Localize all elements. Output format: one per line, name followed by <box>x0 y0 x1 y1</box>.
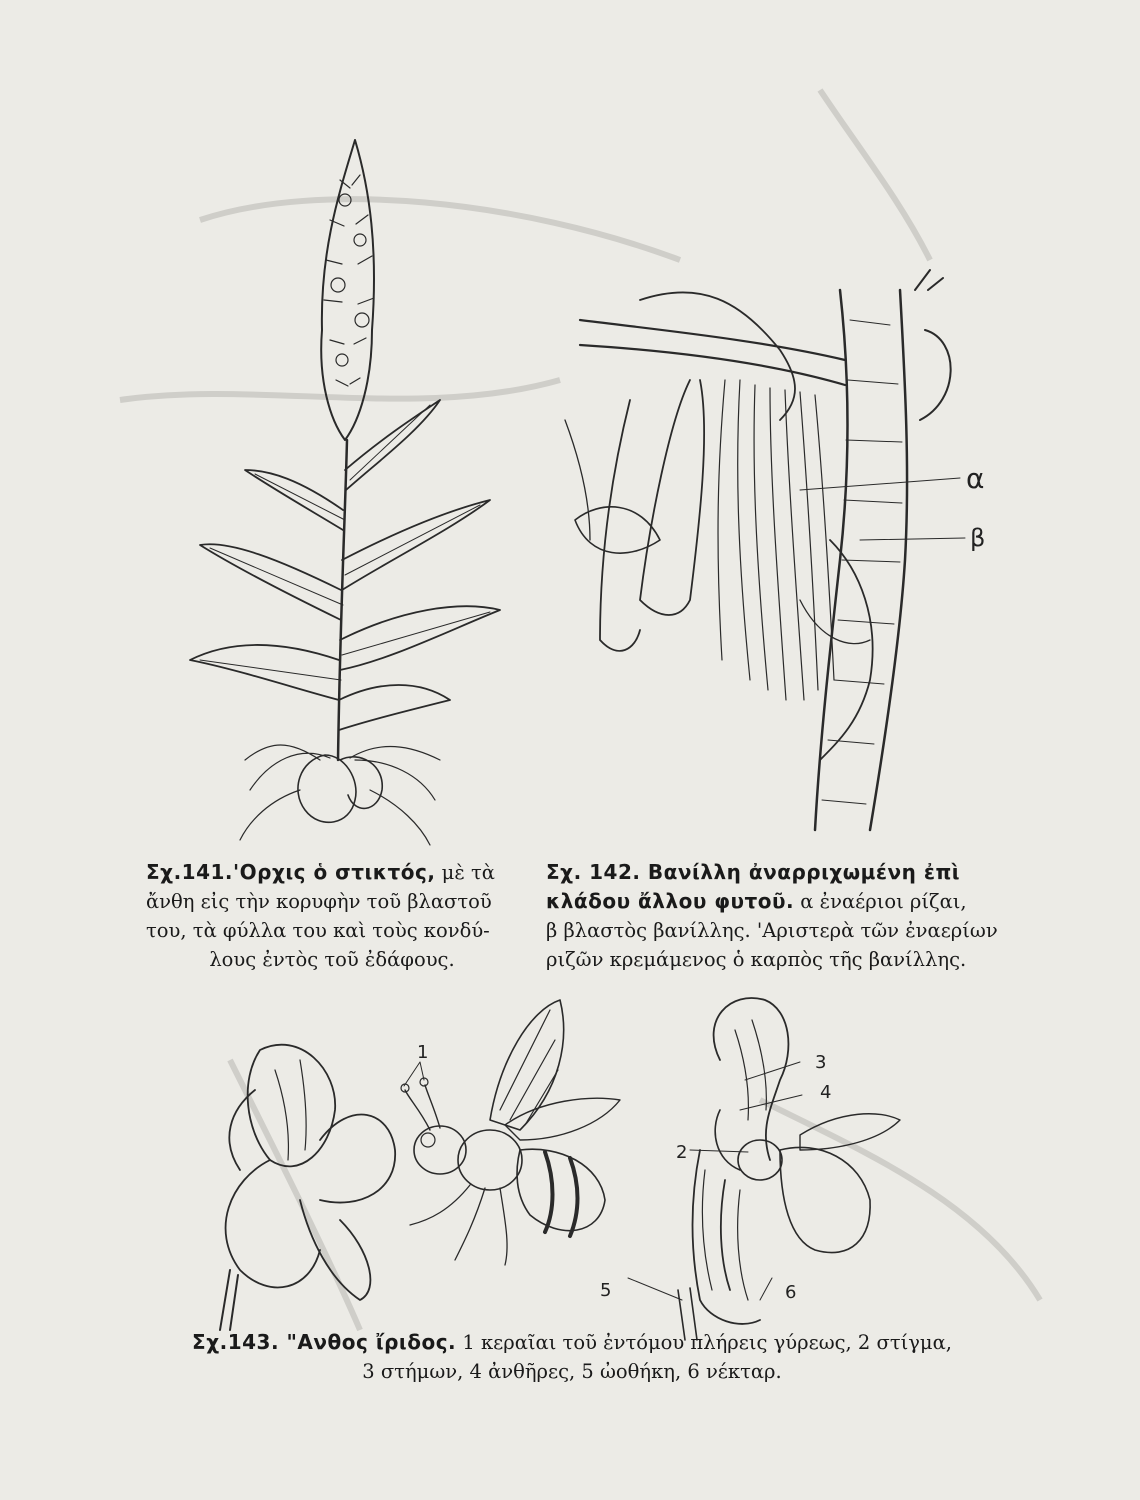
bee-drawing <box>401 1000 620 1265</box>
iris-label-1: 1 <box>417 1042 429 1063</box>
orchid-plant-drawing <box>190 140 500 845</box>
figure-141-caption-line-4: λους ἐντὸς τοῦ ἐδάφους. <box>209 948 455 971</box>
figure-141-caption-line-2: ἄνθη εἰς τὴν κορυφὴν τοῦ βλαστοῦ <box>146 890 492 913</box>
iris-label-6: 6 <box>785 1282 797 1303</box>
bleed-through-background <box>120 90 1040 1330</box>
figure-143-caption-line-2: 3 στήμων, 4 ἀνθῆρες, 5 ὠοθήκη, 6 νέκταρ. <box>362 1360 782 1383</box>
vanilla-label-b: β <box>970 524 986 552</box>
figure-142-caption-tail: α ἐναέριοι ρίζαι, <box>800 890 967 913</box>
figure-141-caption-head: Σχ.141.'Ορχις ὁ στικτός, <box>146 860 436 884</box>
vanilla-label-a: α <box>966 462 985 495</box>
figure-142-caption-head-2: κλάδου ἄλλου φυτοῦ. <box>546 889 795 913</box>
figure-141-caption-line-1: μὲ τὰ <box>441 861 495 884</box>
figure-143-caption-head: Σχ.143. "Ανθος ἴριδος. <box>192 1330 457 1354</box>
figure-142-caption-line-2: ριζῶν κρεμάμενος ὁ καρπὸς τῆς βανίλλης. <box>546 948 967 971</box>
iris-section-drawing <box>600 998 900 1340</box>
figure-141-caption-line-3: του, τὰ φύλλα του καὶ τοὺς κονδύ- <box>146 919 490 942</box>
vanilla-plant-drawing <box>565 270 985 830</box>
figure-142-caption-head-1: Σχ. 142. Βανίλλη ἀναρριχωμένη ἐπὶ <box>546 860 961 884</box>
iris-label-3: 3 <box>815 1052 827 1073</box>
iris-label-4: 4 <box>820 1082 832 1103</box>
figure-142-caption <box>546 858 998 974</box>
figure-141-caption <box>146 858 518 974</box>
figure-143-caption <box>172 1328 972 1386</box>
figure-142-caption-line-1: β βλαστὸς βανίλλης. 'Αριστερὰ τῶν ἐναερίων <box>546 919 998 942</box>
figure-143-caption-line-1: 1 κεραῖαι τοῦ ἐντόμου πλήρεις γύρεως, 2 στίγμα, <box>462 1331 952 1354</box>
iris-label-5: 5 <box>600 1280 612 1301</box>
iris-label-2: 2 <box>676 1142 688 1163</box>
